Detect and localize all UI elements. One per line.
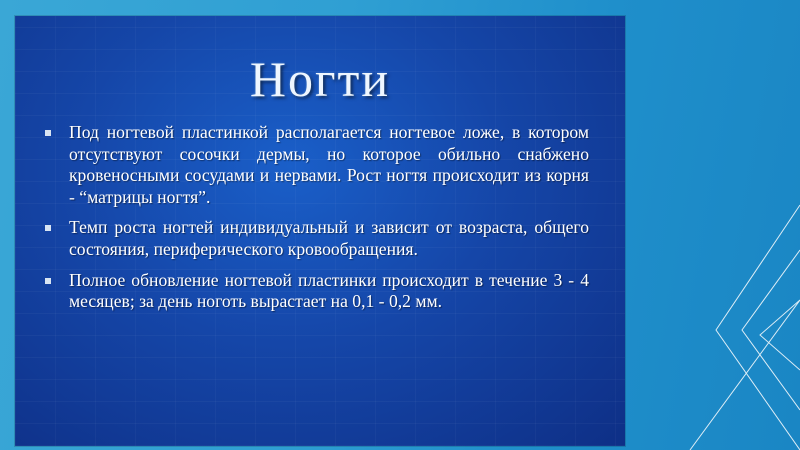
- square-bullet-icon: [45, 225, 51, 231]
- bullet-item: [41, 270, 589, 313]
- bullet-text: Полное обновление ногтевой пластинки происходит в течение 3 - 4 месяцев; за день ноготь вырастает на 0,1 - 0,2 мм.: [69, 269, 589, 312]
- bullet-text: Под ногтевой пластинкой располагается ногтевое ложе, в котором отсутствуют сосочки дермы, но которое обильно снабжено кровеносными сосудами и нервами. Рост ногтя происходит из корня - “матрицы ногтя”.: [69, 122, 589, 207]
- square-bullet-icon: [45, 130, 51, 136]
- slide-panel: [15, 16, 625, 446]
- bullet-text: Темп роста ногтей индивидуальный и зависит от возраста, общего состояния, периферического кровообращения.: [69, 217, 589, 259]
- bullet-item: [41, 122, 589, 208]
- bullet-item: [41, 217, 589, 260]
- square-bullet-icon: [45, 278, 51, 284]
- bullet-list: [41, 122, 589, 322]
- slide-title: Ногти: [249, 51, 391, 107]
